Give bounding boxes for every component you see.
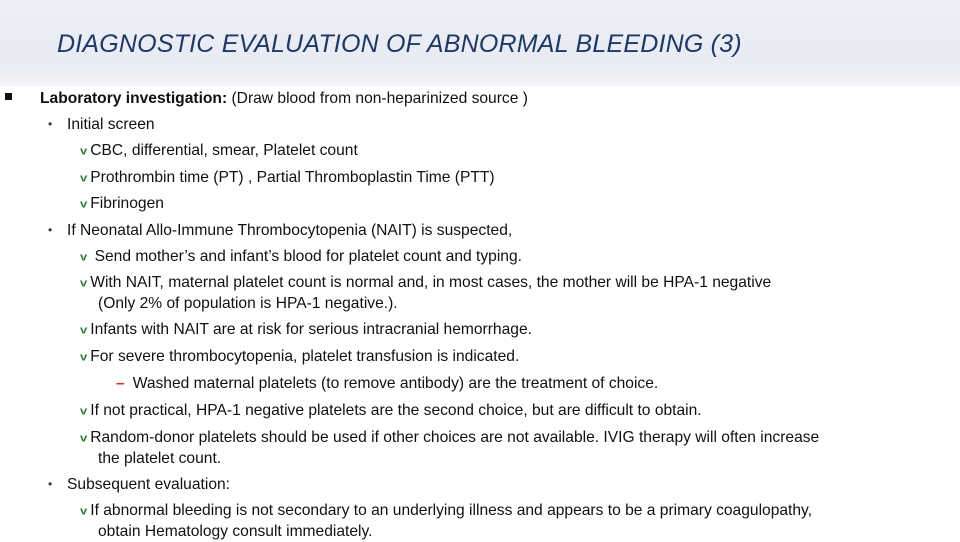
dot-bullet-icon: •	[48, 477, 53, 491]
list-item	[80, 168, 495, 188]
lead-line	[40, 89, 528, 109]
checkmark-bullet-icon: v	[80, 350, 88, 363]
checkmark-bullet-icon: v	[80, 197, 88, 210]
item-text: If not practical, HPA-1 negative platelets are the second choice, but are difficult to obtain.	[90, 402, 702, 419]
sub-item	[116, 374, 658, 394]
nait-heading: If Neonatal Allo-Immune Thrombocytopenia (NAIT) is suspected,	[67, 222, 513, 239]
list-item	[80, 141, 358, 161]
list-item	[80, 273, 771, 293]
list-item	[80, 347, 519, 367]
lead-bold: Laboratory investigation:	[40, 90, 228, 107]
item-text: Random-donor platelets should be used if other choices are not available. IVIG therapy will often increase	[90, 429, 820, 446]
item-text: For severe thrombocytopenia, platelet transfusion is indicated.	[90, 348, 520, 365]
subsequent-heading: Subsequent evaluation:	[67, 476, 230, 493]
list-item	[80, 428, 819, 448]
list-item	[80, 194, 164, 214]
checkmark-bullet-icon: v	[80, 171, 88, 184]
title-band	[0, 0, 960, 86]
initial-screen: Initial screen	[67, 116, 155, 133]
dot-bullet-icon: •	[48, 117, 53, 131]
checkmark-bullet-icon: v	[80, 250, 88, 263]
list-item	[80, 247, 522, 267]
item-continuation: (Only 2% of population is HPA-1 negative.).	[98, 295, 398, 312]
item-text: CBC, differential, smear, Platelet count	[90, 142, 358, 159]
item-text: If abnormal bleeding is not secondary to an underlying illness and appears to be a primary coagulopathy,	[90, 502, 813, 519]
checkmark-bullet-icon: v	[80, 276, 88, 289]
checkmark-bullet-icon: v	[80, 431, 88, 444]
list-item	[80, 320, 532, 340]
item-continuation: obtain Hematology consult immediately.	[98, 523, 373, 540]
list-item	[80, 501, 812, 521]
dash-bullet-icon: –	[116, 375, 125, 392]
item-continuation: the platelet count.	[98, 450, 222, 467]
item-text: Send mother’s and infant’s blood for platelet count and typing.	[90, 248, 522, 265]
checkmark-bullet-icon: v	[80, 404, 88, 417]
item-text: Fibrinogen	[90, 195, 164, 212]
item-text: Infants with NAIT are at risk for serious intracranial hemorrhage.	[90, 321, 532, 338]
dot-bullet-icon: •	[48, 223, 53, 237]
slide-title: DIAGNOSTIC EVALUATION OF ABNORMAL BLEEDING (3)	[57, 30, 742, 58]
item-text: Washed maternal platelets (to remove antibody) are the treatment of choice.	[132, 375, 659, 392]
checkmark-bullet-icon: v	[80, 323, 88, 336]
list-item	[80, 401, 702, 421]
item-text: With NAIT, maternal platelet count is normal and, in most cases, the mother will be HPA-1 negative	[90, 274, 772, 291]
checkmark-bullet-icon: v	[80, 504, 88, 517]
checkmark-bullet-icon: v	[80, 144, 88, 157]
item-text: Prothrombin time (PT) , Partial Thromboplastin Time (PTT)	[90, 169, 495, 186]
lead-rest: (Draw blood from non-heparinized source )	[227, 90, 528, 107]
square-bullet-icon	[5, 93, 12, 100]
